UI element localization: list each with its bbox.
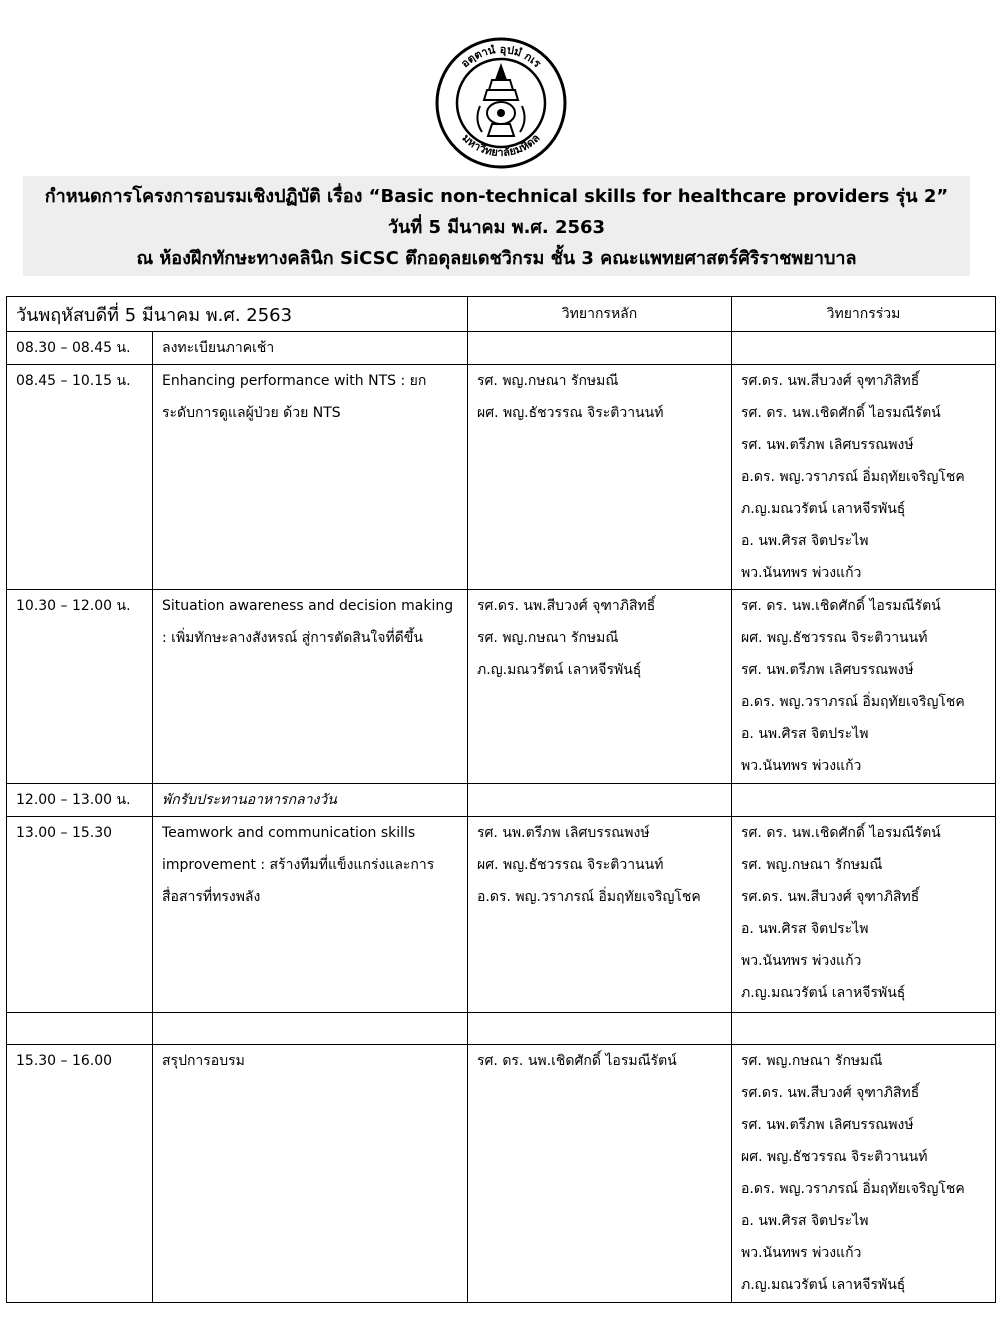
lead-speaker: ผศ. พญ.ธัชวรรณ จิระติวานนท์ — [477, 405, 664, 421]
co-speaker: รศ. ดร. นพ.เชิดศักดิ์ ไอรมณีรัตน์ — [741, 598, 941, 614]
co-speaker: พว.นันทพร พ่วงแก้ว — [741, 565, 862, 581]
time-cell: 13.00 – 15.30 — [7, 817, 153, 1013]
table-row — [7, 332, 996, 365]
lead-speaker-cell — [468, 1045, 732, 1303]
topic-cell: พักรับประทานอาหารกลางวัน — [153, 784, 468, 817]
table-row-empty — [7, 1013, 996, 1045]
topic-cell: Teamwork and communication skills improvement : สร้างทีมที่แข็งแกร่งและการสื่อสารที่ทรงพลัง — [153, 817, 468, 1013]
table-row — [7, 1045, 996, 1303]
header-title: กำหนดการโครงการอบรมเชิงปฏิบัติ เรื่อง “Basic non-technical skills for healthcare providers รุ่น 2” — [44, 186, 949, 207]
co-speaker: รศ. ดร. นพ.เชิดศักดิ์ ไอรมณีรัตน์ — [741, 405, 941, 421]
lead-speaker-cell — [468, 590, 732, 784]
lead-speaker: อ.ดร. พญ.วราภรณ์ อิ่มฤทัยเจริญโชค — [477, 889, 701, 905]
co-speaker: อ.ดร. พญ.วราภรณ์ อิ่มฤทัยเจริญโชค — [741, 1181, 965, 1197]
topic-cell: Situation awareness and decision making : เพิ่มทักษะลางสังหรณ์ สู่การตัดสินใจที่ดีขึ้น — [153, 590, 468, 784]
co-speaker-cell — [732, 332, 996, 365]
table-row — [7, 817, 996, 1013]
topic-cell: สรุปการอบรม — [153, 1045, 468, 1303]
lead-speaker: ผศ. พญ.ธัชวรรณ จิระติวานนท์ — [477, 857, 664, 873]
co-speaker: รศ. พญ.กษณา รักษมณี — [741, 857, 883, 873]
co-speaker: รศ. นพ.ตรีภพ เลิศบรรณพงษ์ — [741, 1117, 914, 1133]
day-label: วันพฤหัสบดีที่ 5 มีนาคม พ.ศ. 2563 — [7, 297, 468, 332]
lead-speaker-cell — [468, 784, 732, 817]
table-row — [7, 365, 996, 590]
co-speaker: พว.นันทพร พ่วงแก้ว — [741, 758, 862, 774]
time-cell: 08.45 – 10.15 น. — [7, 365, 153, 590]
topic-cell: Enhancing performance with NTS : ยกระดับการดูแลผู้ป่วย ด้วย NTS — [153, 365, 468, 590]
co-speaker: ภ.ญ.มณวรัตน์ เลาหจีรพันธุ์ — [741, 1277, 906, 1293]
column-header-co-speaker: วิทยากรร่วม — [732, 297, 996, 332]
co-speaker: ผศ. พญ.ธัชวรรณ จิระติวานนท์ — [741, 1149, 928, 1165]
lead-speaker-cell — [468, 332, 732, 365]
co-speaker-cell — [732, 590, 996, 784]
lead-speaker: รศ. พญ.กษณา รักษมณี — [477, 630, 619, 646]
schedule-table — [6, 296, 996, 1303]
co-speaker-cell — [732, 784, 996, 817]
document-header — [23, 176, 970, 276]
co-speaker: รศ. นพ.ตรีภพ เลิศบรรณพงษ์ — [741, 662, 914, 678]
lead-speaker-cell — [468, 817, 732, 1013]
time-cell: 10.30 – 12.00 น. — [7, 590, 153, 784]
lead-speaker: รศ. ดร. นพ.เชิดศักดิ์ ไอรมณีรัตน์ — [477, 1053, 677, 1069]
co-speaker: พว.นันทพร พ่วงแก้ว — [741, 953, 862, 969]
lead-speaker: รศ. พญ.กษณา รักษมณี — [477, 373, 619, 389]
mahidol-university-seal-icon — [434, 36, 568, 170]
co-speaker-cell — [732, 1045, 996, 1303]
co-speaker-cell — [732, 365, 996, 590]
svg-text:มหาวิทยาลัยมหิดล: มหาวิทยาลัยมหิดล — [459, 131, 543, 160]
co-speaker: รศ. ดร. นพ.เชิดศักดิ์ ไอรมณีรัตน์ — [741, 825, 941, 841]
topic-cell: ลงทะเบียนภาคเช้า — [153, 332, 468, 365]
co-speaker: อ.ดร. พญ.วราภรณ์ อิ่มฤทัยเจริญโชค — [741, 694, 965, 710]
co-speaker: อ. นพ.ศิรส จิตประไพ — [741, 1213, 869, 1229]
co-speaker: อ. นพ.ศิรส จิตประไพ — [741, 726, 869, 742]
co-speaker: ภ.ญ.มณวรัตน์ เลาหจีรพันธุ์ — [741, 985, 906, 1001]
header-venue: ณ ห้องฝึกทักษะทางคลินิก SiCSC ตึกอดุลยเดชวิกรม ชั้น 3 คณะแพทยศาสตร์ศิริราชพยาบาล — [136, 248, 857, 269]
co-speaker: รศ. นพ.ตรีภพ เลิศบรรณพงษ์ — [741, 437, 914, 453]
time-cell: 15.30 – 16.00 — [7, 1045, 153, 1303]
column-header-lead-speaker: วิทยากรหลัก — [468, 297, 732, 332]
co-speaker: อ.ดร. พญ.วราภรณ์ อิ่มฤทัยเจริญโชค — [741, 469, 965, 485]
table-row — [7, 590, 996, 784]
time-cell: 12.00 – 13.00 น. — [7, 784, 153, 817]
co-speaker: รศ.ดร. นพ.สีบวงศ์ จุฑาภิสิทธิ์ — [741, 889, 920, 905]
co-speaker: รศ. พญ.กษณา รักษมณี — [741, 1053, 883, 1069]
table-header-row — [7, 297, 996, 332]
co-speaker: ภ.ญ.มณวรัตน์ เลาหจีรพันธุ์ — [741, 501, 906, 517]
co-speaker: อ. นพ.ศิรส จิตประไพ — [741, 533, 869, 549]
table-row — [7, 784, 996, 817]
co-speaker: อ. นพ.ศิรส จิตประไพ — [741, 921, 869, 937]
co-speaker: ผศ. พญ.ธัชวรรณ จิระติวานนท์ — [741, 630, 928, 646]
co-speaker-cell — [732, 817, 996, 1013]
svg-text:อตฺตานํ อุปมํ กเร: อตฺตานํ อุปมํ กเร — [458, 42, 544, 71]
lead-speaker: รศ. นพ.ตรีภพ เลิศบรรณพงษ์ — [477, 825, 650, 841]
lead-speaker: รศ.ดร. นพ.สีบวงศ์ จุฑาภิสิทธิ์ — [477, 598, 656, 614]
lead-speaker: ภ.ญ.มณวรัตน์ เลาหจีรพันธุ์ — [477, 662, 642, 678]
co-speaker: รศ.ดร. นพ.สีบวงศ์ จุฑาภิสิทธิ์ — [741, 1085, 920, 1101]
header-date: วันที่ 5 มีนาคม พ.ศ. 2563 — [387, 217, 606, 238]
co-speaker: รศ.ดร. นพ.สีบวงศ์ จุฑาภิสิทธิ์ — [741, 373, 920, 389]
university-seal-logo — [434, 36, 568, 170]
time-cell: 08.30 – 08.45 น. — [7, 332, 153, 365]
co-speaker: พว.นันทพร พ่วงแก้ว — [741, 1245, 862, 1261]
lead-speaker-cell — [468, 365, 732, 590]
